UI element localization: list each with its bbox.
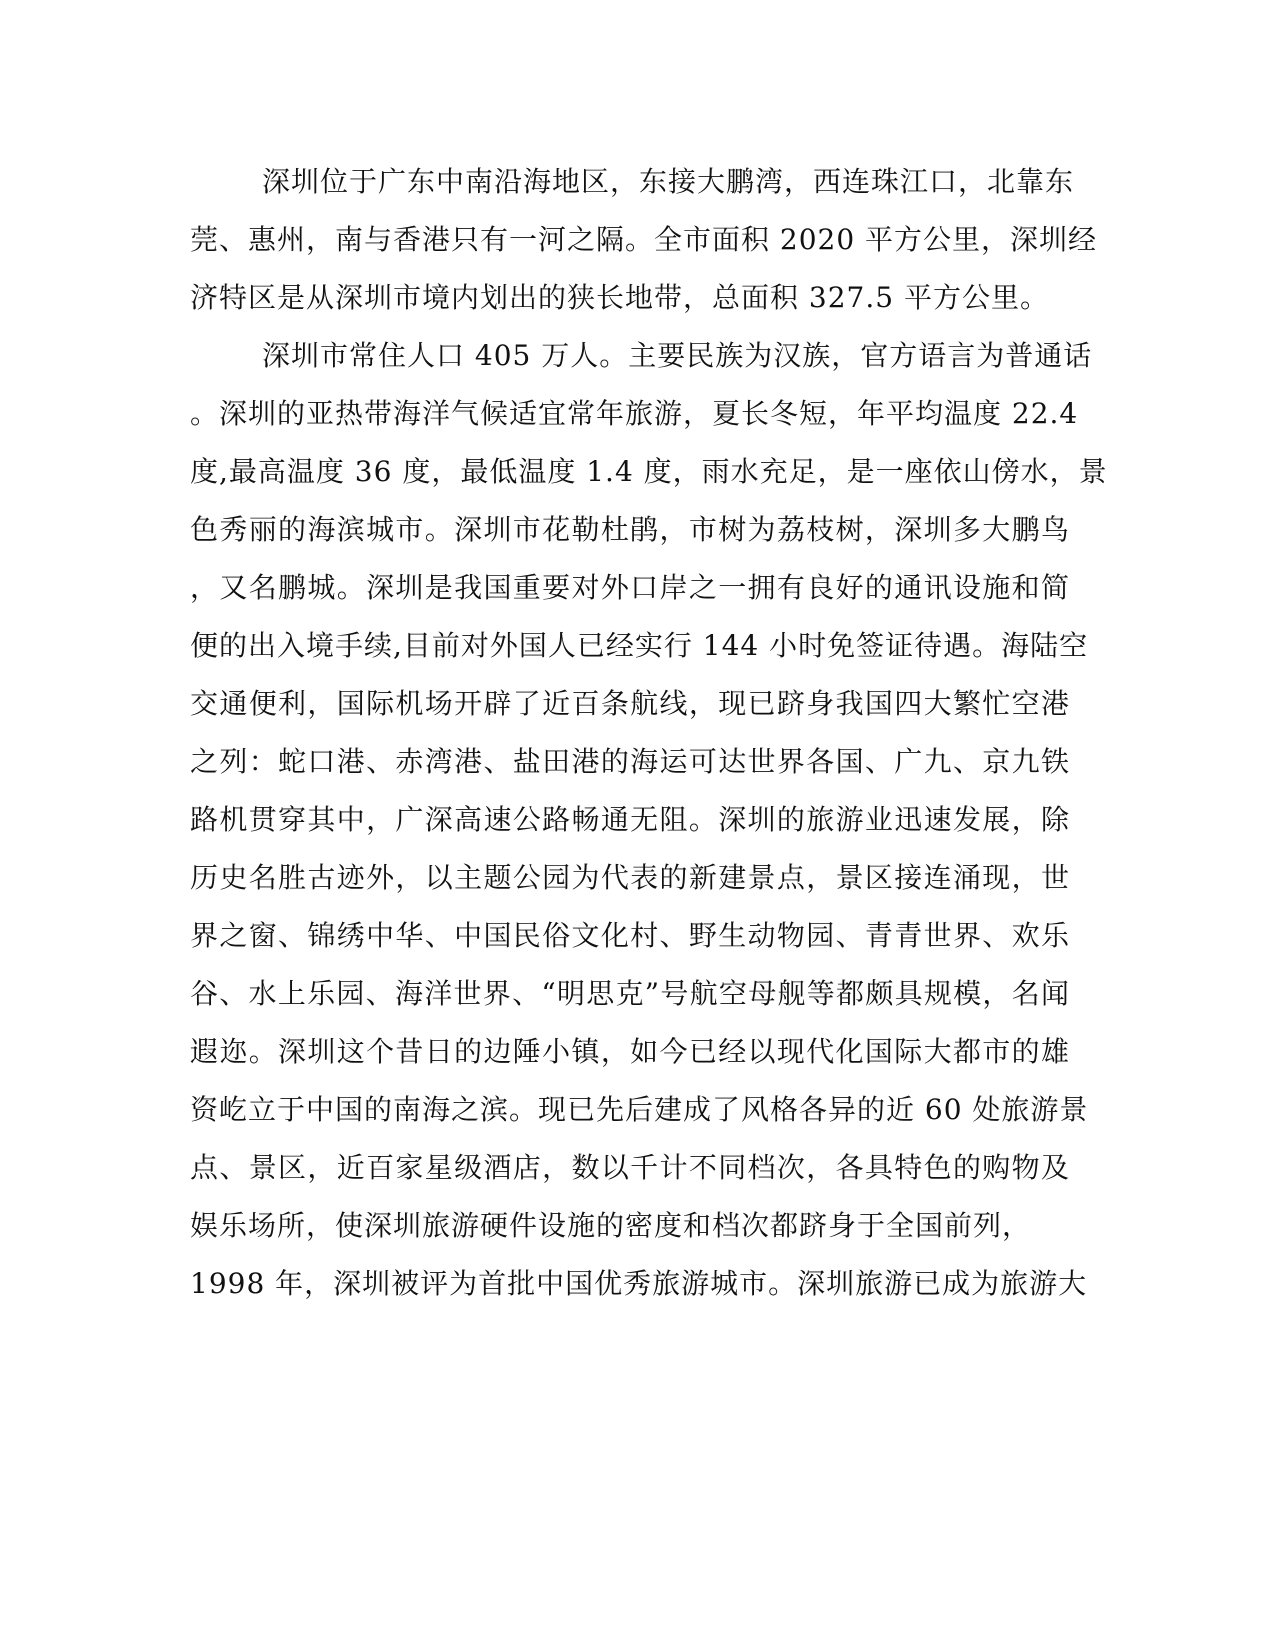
text-line: 路机贯穿其中，广深高速公路畅通无阻。深圳的旅游业迅速发展，除 (190, 803, 1070, 836)
text-line: 莞、惠州，南与香港只有一河之隔。全市面积 2020 平方公里，深圳经 (190, 223, 1098, 256)
text-line: 界之窗、锦绣中华、中国民俗文化村、野生动物园、青青世界、欢乐 (190, 919, 1070, 952)
text-line: 交通便利，国际机场开辟了近百条航线，现已跻身我国四大繁忙空港 (190, 687, 1070, 720)
text-line: 度,最高温度 36 度，最低温度 1.4 度，雨水充足，是一座依山傍水，景 (190, 455, 1108, 488)
text-line: 之列：蛇口港、赤湾港、盐田港的海运可达世界各国、广九、京九铁 (190, 745, 1070, 778)
text-line: 点、景区，近百家星级酒店，数以千计不同档次，各具特色的购物及 (190, 1151, 1070, 1184)
text-line: ，又名鹏城。深圳是我国重要对外口岸之一拥有良好的通讯设施和简 (190, 571, 1070, 604)
text-line: 1998 年，深圳被评为首批中国优秀旅游城市。深圳旅游已成为旅游大 (190, 1267, 1088, 1300)
text-line: 深圳位于广东中南沿海地区，东接大鹏湾，西连珠江口，北靠东 (262, 165, 1075, 198)
text-line: 。深圳的亚热带海洋气候适宜常年旅游，夏长冬短，年平均温度 22.4 (190, 397, 1079, 430)
text-line: 济特区是从深圳市境内划出的狭长地带，总面积 327.5 平方公里。 (190, 281, 1049, 314)
text-line: 便的出入境手续,目前对外国人已经实行 144 小时免签证待遇。海陆空 (190, 629, 1089, 662)
text-line: 娱乐场所，使深圳旅游硬件设施的密度和档次都跻身于全国前列， (190, 1209, 1032, 1242)
text-line: 遐迩。深圳这个昔日的边陲小镇，如今已经以现代化国际大都市的雄 (190, 1035, 1070, 1068)
text-line: 资屹立于中国的南海之滨。现已先后建成了风格各异的近 60 处旅游景 (190, 1093, 1089, 1126)
text-line: 谷、水上乐园、海洋世界、“明思克”号航空母舰等都颇具规模，名闻 (190, 977, 1070, 1010)
text-line: 色秀丽的海滨城市。深圳市花勒杜鹃，市树为荔枝树，深圳多大鹏鸟 (190, 513, 1070, 546)
text-line: 深圳市常住人口 405 万人。主要民族为汉族，官方语言为普通话 (262, 339, 1093, 372)
text-line: 历史名胜古迹外，以主题公园为代表的新建景点，景区接连涌现，世 (190, 861, 1070, 894)
